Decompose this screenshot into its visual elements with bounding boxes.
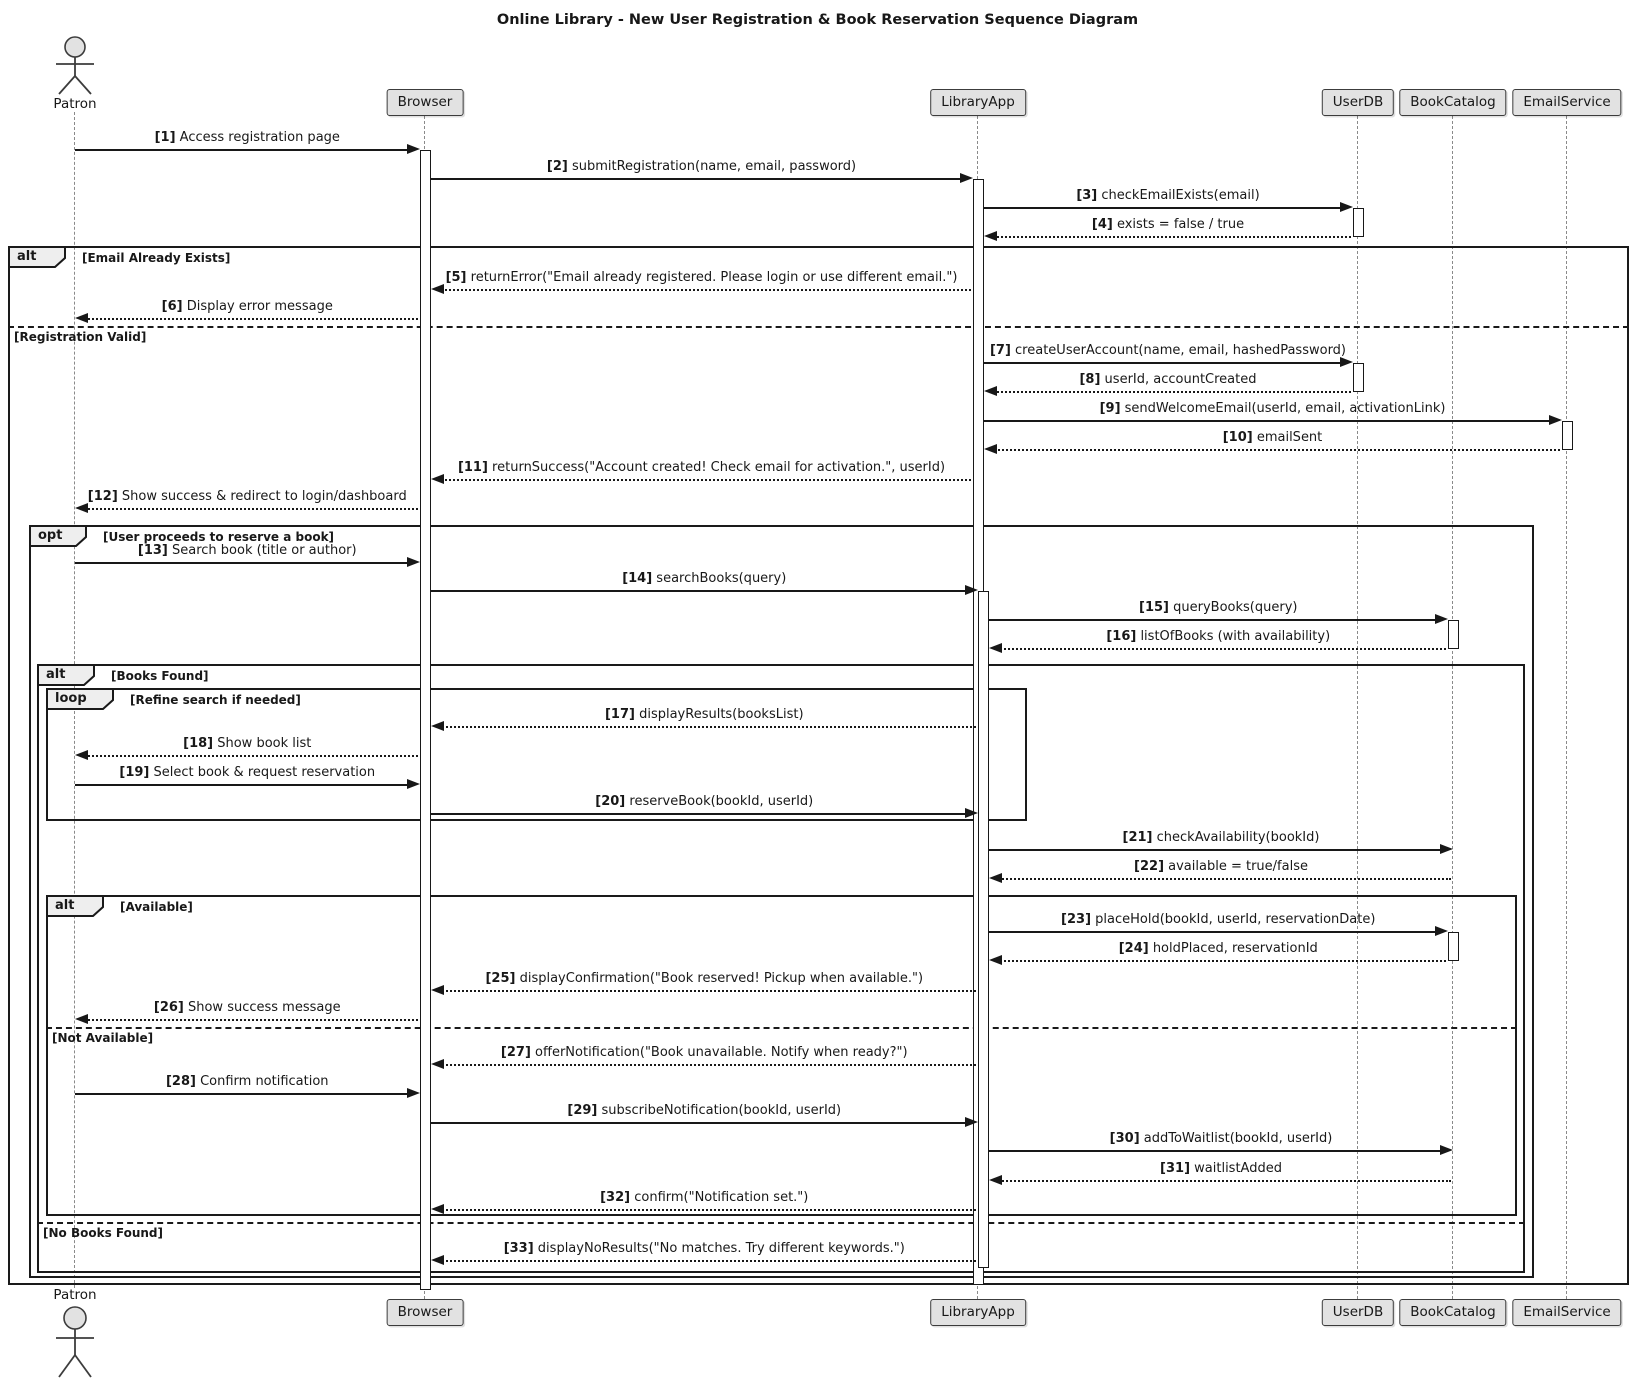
message-number: [16]	[1106, 629, 1137, 644]
message-label-3: [3] checkEmailExists(email)	[1076, 188, 1260, 203]
message-line-26	[81, 1019, 418, 1021]
message-line-30	[989, 1150, 1445, 1152]
message-number: [9]	[1099, 401, 1121, 416]
message-line-12	[81, 508, 418, 510]
message-line-20	[431, 813, 971, 815]
message-label-33: [33] displayNoResults("No matches. Try different keywords.")	[503, 1241, 905, 1256]
fragment-else-label: [No Books Found]	[43, 1226, 163, 1240]
message-number: [18]	[183, 736, 214, 751]
message-label-18: [18] Show book list	[183, 736, 312, 751]
message-number: [6]	[161, 299, 183, 314]
message-line-8	[990, 391, 1351, 393]
message-line-23	[989, 931, 1440, 933]
fragment-operator-label: alt	[55, 898, 75, 913]
message-label-2: [2] submitRegistration(name, email, password)	[546, 159, 857, 174]
participant-box-emailservice-top: EmailService	[1512, 89, 1621, 116]
message-label-14: [14] searchBooks(query)	[622, 571, 787, 586]
fragment-else-label: [Not Available]	[52, 1031, 154, 1045]
message-label-17: [17] displayResults(booksList)	[604, 707, 804, 722]
message-label-32: [32] confirm("Notification set.")	[600, 1190, 809, 1205]
message-number: [19]	[119, 765, 150, 780]
fragment-operator-label: alt	[46, 667, 66, 682]
message-number: [14]	[622, 571, 653, 586]
message-number: [33]	[503, 1241, 534, 1256]
message-number: [2]	[546, 159, 568, 174]
participant-box-libraryapp-bottom: LibraryApp	[930, 1299, 1026, 1326]
message-label-19: [19] Select book & request reservation	[119, 765, 376, 780]
message-line-2	[431, 178, 965, 180]
message-label-5: [5] returnError("Email already registered. Please login or use different email.")	[445, 270, 958, 285]
message-label-26: [26] Show success message	[153, 1000, 341, 1015]
message-number: [8]	[1079, 372, 1101, 387]
message-line-18	[81, 755, 418, 757]
message-number: [5]	[445, 270, 467, 285]
message-line-17	[437, 726, 977, 728]
message-line-33	[437, 1260, 977, 1262]
message-number: [7]	[989, 343, 1011, 358]
fragment-condition-label: [User proceeds to reserve a book]	[103, 530, 335, 544]
message-label-24: [24] holdPlaced, reservationId	[1118, 941, 1318, 956]
participant-box-emailservice-bottom: EmailService	[1512, 1299, 1621, 1326]
message-label-15: [15] queryBooks(query)	[1139, 600, 1298, 615]
message-line-13	[75, 562, 412, 564]
message-label-23: [23] placeHold(bookId, userId, reservationDate)	[1061, 912, 1376, 927]
message-number: [31]	[1160, 1161, 1191, 1176]
message-number: [26]	[153, 1000, 184, 1015]
message-line-29	[431, 1122, 971, 1124]
message-line-5	[437, 289, 971, 291]
message-line-1	[75, 149, 412, 151]
message-number: [27]	[500, 1045, 531, 1060]
fragment-condition-label: [Refine search if needed]	[130, 693, 301, 707]
message-number: [25]	[485, 971, 516, 986]
participant-box-browser-bottom: Browser	[387, 1299, 464, 1326]
fragment-condition-label: [Books Found]	[111, 669, 209, 683]
message-label-21: [21] checkAvailability(bookId)	[1122, 830, 1320, 845]
message-line-32	[437, 1209, 977, 1211]
diagram-title: Online Library - New User Registration & Book Reservation Sequence Diagram	[496, 12, 1139, 28]
message-line-4	[990, 236, 1351, 238]
fragment-condition-label: [Email Already Exists]	[82, 251, 231, 265]
message-label-8: [8] userId, accountCreated	[1079, 372, 1257, 387]
participant-box-libraryapp-top: LibraryApp	[930, 89, 1026, 116]
message-label-4: [4] exists = false / true	[1091, 217, 1245, 232]
message-number: [17]	[604, 707, 635, 722]
message-number: [4]	[1091, 217, 1113, 232]
participant-box-bookcatalog-bottom: BookCatalog	[1399, 1299, 1506, 1326]
fragment-else-label: [Registration Valid]	[14, 330, 147, 344]
message-number: [13]	[137, 543, 168, 558]
message-line-28	[75, 1093, 412, 1095]
message-label-22: [22] available = true/false	[1134, 859, 1308, 874]
message-label-7: [7] createUserAccount(name, email, hashedPassword)	[989, 343, 1347, 358]
message-label-30: [30] addToWaitlist(bookId, userId)	[1109, 1131, 1333, 1146]
message-number: [29]	[567, 1103, 598, 1118]
message-label-20: [20] reserveBook(bookId, userId)	[595, 794, 814, 809]
message-number: [30]	[1109, 1131, 1140, 1146]
message-label-1: [1] Access registration page	[154, 130, 340, 145]
fragment-else-divider	[46, 1027, 1517, 1029]
message-line-31	[995, 1180, 1451, 1182]
message-label-31: [31] waitlistAdded	[1160, 1161, 1282, 1176]
actor-patron-top	[53, 36, 97, 100]
message-line-14	[431, 590, 971, 592]
fragment-else-divider	[8, 326, 1629, 328]
participant-box-bookcatalog-top: BookCatalog	[1399, 89, 1506, 116]
message-line-21	[989, 849, 1445, 851]
message-number: [10]	[1222, 430, 1253, 445]
message-number: [11]	[457, 460, 488, 475]
fragment-condition-label: [Available]	[120, 900, 193, 914]
message-number: [3]	[1076, 188, 1098, 203]
message-number: [32]	[600, 1190, 631, 1205]
actor-figure	[53, 36, 97, 96]
message-number: [22]	[1134, 859, 1165, 874]
fragment-else-divider	[37, 1222, 1525, 1224]
message-line-3	[984, 207, 1345, 209]
message-number: [24]	[1118, 941, 1149, 956]
message-label-16: [16] listOfBooks (with availability)	[1106, 629, 1331, 644]
message-label-9: [9] sendWelcomeEmail(userId, email, activationLink)	[1099, 401, 1446, 416]
message-line-9	[984, 420, 1554, 422]
message-line-24	[995, 960, 1446, 962]
actor-figure	[53, 1305, 97, 1379]
message-number: [28]	[165, 1074, 196, 1089]
message-line-19	[75, 784, 412, 786]
message-number: [21]	[1122, 830, 1153, 845]
message-number: [15]	[1139, 600, 1169, 615]
actor-label-patron-bottom: Patron	[53, 1287, 97, 1303]
participant-box-userdb-bottom: UserDB	[1322, 1299, 1394, 1326]
message-line-27	[437, 1064, 977, 1066]
message-number: [23]	[1061, 912, 1092, 927]
message-number: [1]	[154, 130, 176, 145]
message-label-27: [27] offerNotification("Book unavailable. Notify when ready?")	[500, 1045, 908, 1060]
message-label-28: [28] Confirm notification	[165, 1074, 329, 1089]
message-line-7	[984, 362, 1345, 364]
message-number: [20]	[595, 794, 626, 809]
fragment-operator-label: alt	[17, 249, 37, 264]
message-line-15	[989, 619, 1440, 621]
message-label-10: [10] emailSent	[1222, 430, 1323, 445]
message-label-29: [29] subscribeNotification(bookId, userId)	[567, 1103, 842, 1118]
actor-label-patron-top: Patron	[53, 96, 97, 112]
message-line-6	[81, 318, 418, 320]
fragment-operator-label: loop	[55, 691, 87, 706]
message-label-12: [12] Show success & redirect to login/dashboard	[87, 489, 407, 504]
message-label-6: [6] Display error message	[161, 299, 333, 314]
message-label-25: [25] displayConfirmation("Book reserved! Pickup when available.")	[485, 971, 924, 986]
message-line-25	[437, 990, 977, 992]
message-line-22	[995, 878, 1451, 880]
participant-box-userdb-top: UserDB	[1322, 89, 1394, 116]
message-line-11	[437, 479, 971, 481]
fragment-operator-label: opt	[38, 528, 63, 543]
actor-patron-bottom	[53, 1305, 97, 1379]
participant-box-browser-top: Browser	[387, 89, 464, 116]
message-label-13: [13] Search book (title or author)	[137, 543, 357, 558]
message-line-16	[995, 648, 1446, 650]
message-label-11: [11] returnSuccess("Account created! Check email for activation.", userId)	[457, 460, 946, 475]
message-number: [12]	[87, 489, 118, 504]
message-line-10	[990, 449, 1560, 451]
